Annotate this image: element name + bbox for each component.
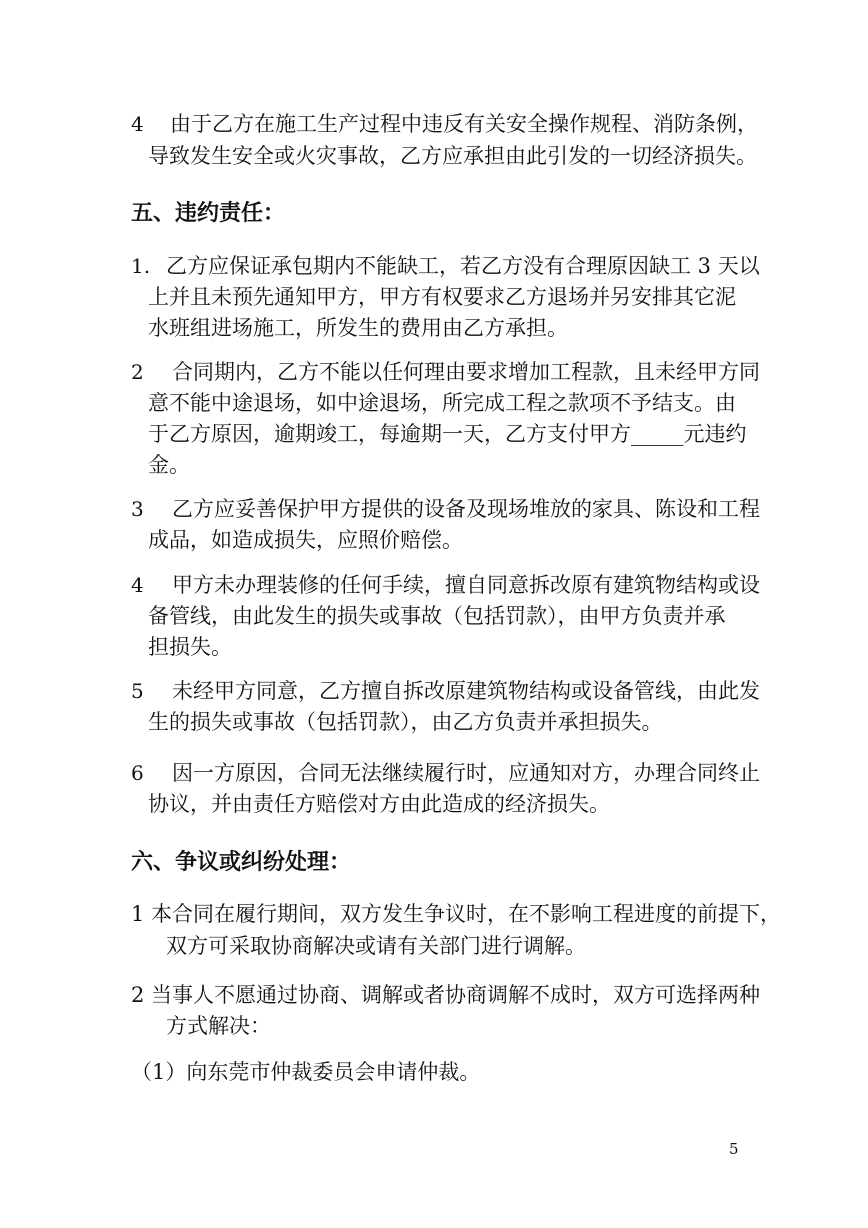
- page-number: 5: [729, 1140, 739, 1158]
- section-heading: 五、违约责任：: [131, 200, 286, 226]
- item-number: 4: [131, 573, 144, 597]
- paragraph-line: 意不能中途退场，如中途退场，所完成工程之款项不予结支。由: [148, 391, 736, 415]
- item-number: 3: [131, 497, 144, 521]
- paragraph-line: 双方可采取协商解决或请有关部门进行调解。: [166, 934, 586, 958]
- paragraph-line: 2 当事人不愿通过协商、调解或者协商调解不成时，双方可选择两种: [131, 983, 761, 1007]
- item-number: 2: [131, 360, 144, 384]
- paragraph-line: 成品，如造成损失，应照价赔偿。: [148, 528, 463, 552]
- paragraph-line: 因一方原因，合同无法继续履行时，应通知对方，办理合同终止: [172, 761, 760, 785]
- paragraph-line: 乙方应妥善保护甲方提供的设备及现场堆放的家具、陈设和工程: [172, 497, 760, 521]
- paragraph-line: 未经甲方同意，乙方擅自拆改原建筑物结构或设备管线，由此发: [172, 679, 760, 703]
- paragraph-line: 备管线，由此发生的损失或事故（包括罚款），由甲方负责并承: [148, 604, 726, 628]
- paragraph-line: 上并且未预先通知甲方，甲方有权要求乙方退场并另安排其它泥: [148, 285, 736, 309]
- paragraph-line: 1 本合同在履行期间，双方发生争议时，在不影响工程进度的前提下，: [131, 902, 782, 926]
- item-number: 4: [131, 112, 144, 136]
- section-heading: 六、争议或纠纷处理：: [131, 849, 352, 875]
- paragraph-line: 于乙方原因，逾期竣工，每逾期一天，乙方支付甲方_____元违约: [148, 422, 747, 446]
- paragraph-line: 乙方应保证承包期内不能缺工，若乙方没有合理原因缺工 3 天以: [166, 254, 760, 278]
- paragraph-line: 水班组进场施工，所发生的费用由乙方承担。: [148, 316, 568, 340]
- paragraph-line: 由于乙方在施工生产过程中违反有关安全操作规程、消防条例，: [170, 112, 758, 136]
- paragraph-line: 甲方未办理装修的任何手续，擅自同意拆改原有建筑物结构或设: [172, 573, 760, 597]
- option-line: （1）向东莞市仲裁委员会申请仲裁。: [131, 1060, 481, 1084]
- paragraph-line: 生的损失或事故（包括罚款），由乙方负责并承担损失。: [148, 710, 663, 734]
- item-number: 6: [131, 761, 144, 785]
- paragraph-line: 合同期内，乙方不能以任何理由要求增加工程款，且未经甲方同: [172, 360, 760, 384]
- paragraph-line: 导致发生安全或火灾事故，乙方应承担由此引发的一切经济损失。: [148, 144, 757, 168]
- paragraph-line: 担损失。: [148, 635, 232, 659]
- paragraph-line: 方式解决：: [166, 1014, 271, 1038]
- item-number: 5: [131, 679, 144, 703]
- paragraph-line: 金。: [148, 453, 190, 477]
- item-number: 1.: [131, 254, 151, 278]
- paragraph-line: 协议，并由责任方赔偿对方由此造成的经济损失。: [148, 792, 610, 816]
